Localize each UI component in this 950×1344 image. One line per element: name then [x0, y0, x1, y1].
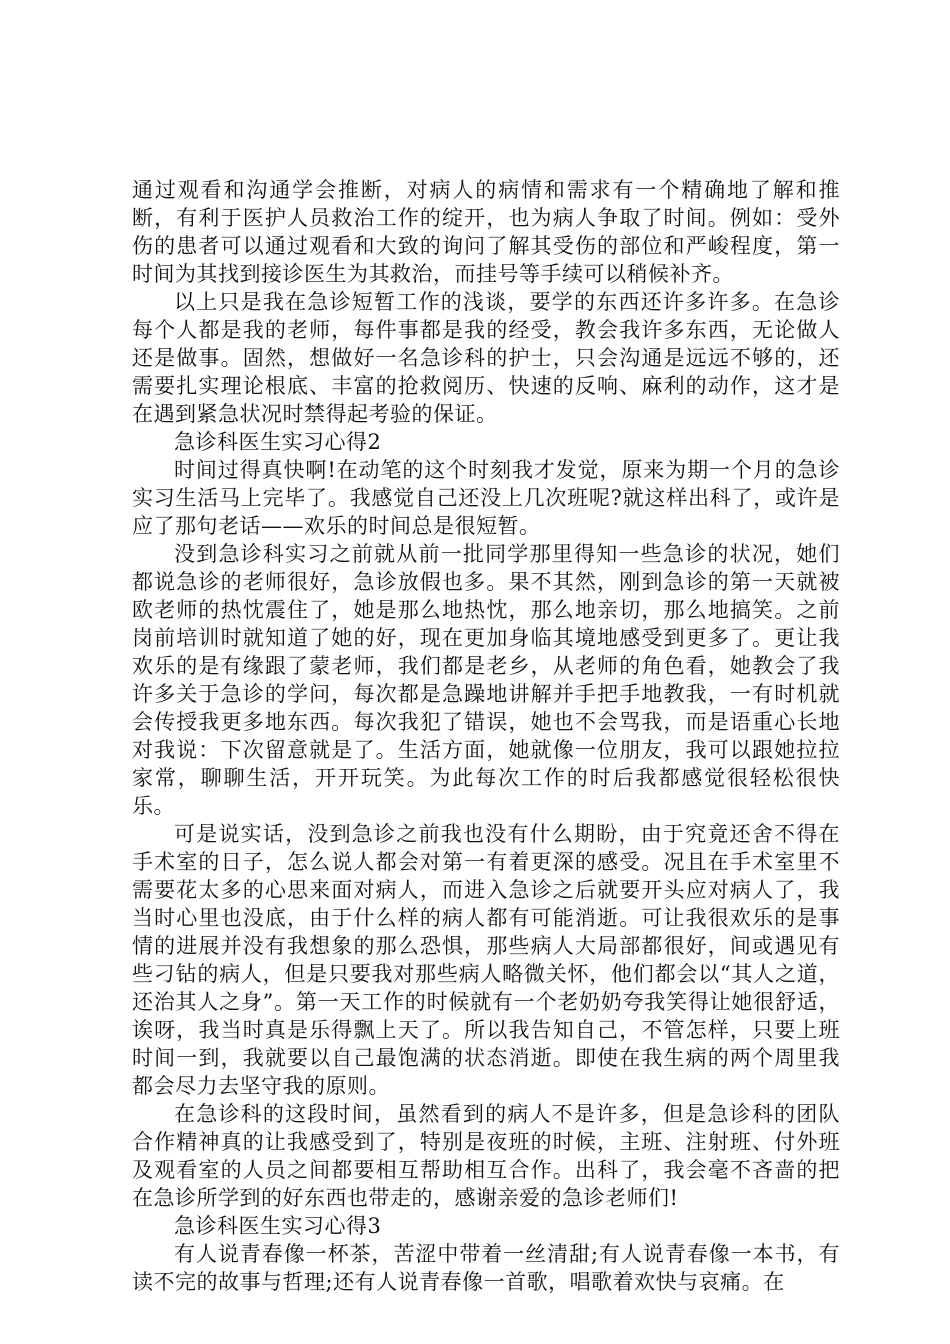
paragraph-continuation: 通过观看和沟通学会推断，对病人的病情和需求有一个精确地了解和推断，有利于医护人员救治工作的绽开，也为病人争取了时间。例如：受外伤的患者可以通过观看和大致的询问了解其受伤的部位和严峻程度，第一时间为其找到接诊医生为其救治，而挂号等手续可以稍候补齐。	[132, 178, 840, 286]
paragraph: 可是说实话，没到急诊之前我也没有什么期盼，由于究竟还舍不得在手术室的日子，怎么说人都会对第一有着更深的感受。况且在手术室里不需要花太多的心思来面对病人，而进入急诊之后就要开头应对病人了，我当时心里也没底，由于什么样的病人都有可能消逝。可让我很欢乐的是事情的进展并没有我想象的那么恐惧，那些病人大局部都很好，间或遇见有些刁钻的病人，但是只要我对那些病人略微关怀，他们都会以“其人之道，还治其人之身”。第一天工作的时候就有一个老奶奶夸我笑得让她很舒适，诶呀，我当时真是乐得飘上天了。所以我告知自己，不管怎样，只要上班时间一到，我就要以自己最饱满的状态消逝。即使在我生病的两个周里我都会尽力去坚守我的原则。	[132, 822, 840, 1098]
paragraph: 时间过得真快啊!在动笔的这个时刻我才发觉，原来为期一个月的急诊实习生活马上完毕了。我感觉自己还没上几次班呢?就这样出科了，或许是应了那句老话——欢乐的时间总是很短暂。	[132, 458, 840, 538]
section-heading: 急诊科医生实习心得2	[174, 430, 382, 454]
section-heading: 急诊科医生实习心得3	[174, 1214, 382, 1238]
paragraph: 在急诊科的这段时间，虽然看到的病人不是许多，但是急诊科的团队合作精神真的让我感受到了，特别是夜班的时候，主班、注射班、付外班及观看室的人员之间都要相互帮助相互合作。出科了，我会毫不吝啬的把在急诊所学到的好东西也带走的，感谢亲爱的急诊老师们!	[132, 1102, 840, 1210]
paragraph: 以上只是我在急诊短暂工作的浅谈，要学的东西还许多许多。在急诊每个人都是我的老师，每件事都是我的经受，教会我许多东西，无论做人还是做事。固然，想做好一名急诊科的护士，只会沟通是远远不够的，还需要扎实理论根底、丰富的抢救阅历、快速的反响、麻利的动作，这才是在遇到紧急状况时禁得起考验的保证。	[132, 290, 840, 426]
paragraph: 没到急诊科实习之前就从前一批同学那里得知一些急诊的状况，她们都说急诊的老师很好，急诊放假也多。果不其然，刚到急诊的第一天就被欧老师的热忱震住了，她是那么地热忱，那么地亲切，那么地搞笑。之前岗前培训时就知道了她的好，现在更加身临其境地感受到更多了。更让我欢乐的是有缘跟了蒙老师，我们都是老乡，从老师的角色看，她教会了我许多关于急诊的学问，每次都是急躁地讲解并手把手地教我，一有时机就会传授我更多地东西。每次我犯了错误，她也不会骂我，而是语重心长地对我说：下次留意就是了。生活方面，她就像一位朋友，我可以跟她拉拉家常，聊聊生活，开开玩笑。为此每次工作的时后我都感觉很轻松很快乐。	[132, 542, 840, 818]
document-body	[132, 176, 840, 1296]
paragraph: 有人说青春像一杯茶，苦涩中带着一丝清甜;有人说青春像一本书，有读不完的故事与哲理;还有人说青春像一首歌，唱歌着欢快与哀痛。在	[132, 1242, 840, 1294]
